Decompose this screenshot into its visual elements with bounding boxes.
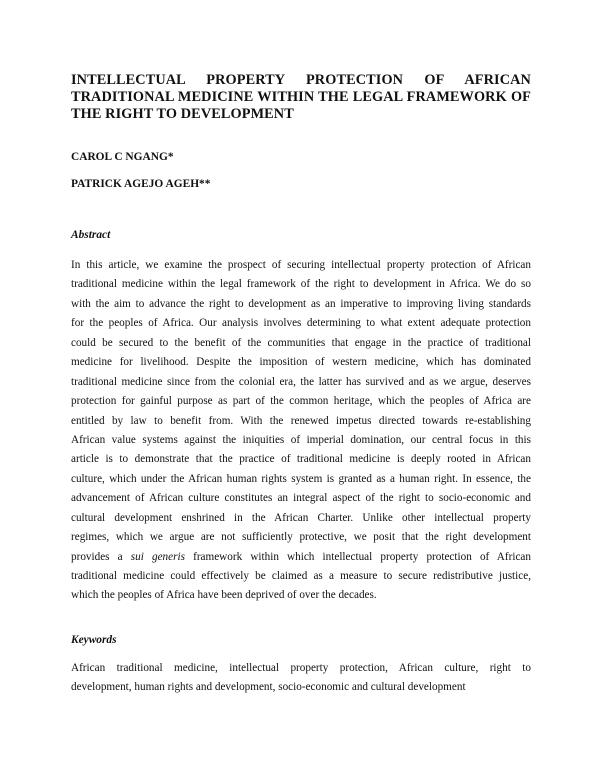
abstract-line: could be secured to the benefit of the communities that engage in the practice of traditional xyxy=(71,336,531,349)
keywords-body xyxy=(71,659,531,698)
author-name-2: PATRICK AGEJO AGEH** xyxy=(71,178,211,190)
abstract-line: advancement of African culture constitutes an integral aspect of the right to socio-economic and xyxy=(71,492,531,505)
abstract-line: protection for gainful purpose as part of the common heritage, which the peoples of Africa are xyxy=(71,395,531,408)
abstract-line: traditional medicine within the legal framework of the right to development in Africa. We do so xyxy=(71,278,531,291)
abstract-line: article is to demonstrate that the practice of traditional medicine is deeply rooted in African xyxy=(71,453,531,466)
abstract-line: provides a sui generis framework within which intellectual property protection of African xyxy=(71,550,531,563)
abstract-line: culture, which under the African human rights system is granted as a human right. In essence, the xyxy=(71,472,531,485)
abstract-line: In this article, we examine the prospect of securing intellectual property protection of African xyxy=(71,259,531,271)
keywords-line: African traditional medicine, intellectual property protection, African culture, right to xyxy=(71,662,531,674)
abstract-heading: Abstract xyxy=(71,229,111,241)
keywords-heading: Keywords xyxy=(71,634,117,646)
author-name-1: CAROL C NGANG* xyxy=(71,151,174,163)
abstract-line: entitled by law to benefit from. With the renewed impetus directed towards re-establishing xyxy=(71,414,531,427)
abstract-line: traditional medicine could effectively be claimed as a measure to secure redistributive justice, xyxy=(71,570,531,582)
abstract-line: cultural development enshrined in the African Charter. Unlike other intellectual property xyxy=(71,511,531,524)
italic-term: sui generis xyxy=(130,550,185,563)
abstract-line: which the peoples of Africa have been deprived of over the decades. xyxy=(71,589,377,602)
abstract-line: regimes, which we argue are not sufficiently protective, we posit that the right development xyxy=(71,531,531,544)
paper-title: INTELLECTUAL PROPERTY PROTECTION OF AFRICAN TRADITIONAL MEDICINE WITHIN THE LEGAL FRAMEWORK OF THE RIGHT TO DEVELOPMENT xyxy=(71,72,531,122)
abstract-line: traditional medicine since from the colonial era, the latter has survived and as we argue, deserves xyxy=(71,375,531,388)
abstract-line: with the aim to advance the right to development as an imperative to improving living standards xyxy=(71,297,531,310)
abstract-body xyxy=(71,256,531,606)
abstract-line: for the peoples of Africa. Our analysis involves determining to what extent adequate protection xyxy=(71,317,531,330)
abstract-line: medicine for livelihood. Despite the imposition of western medicine, which has dominated xyxy=(71,356,531,369)
abstract-line: African value systems against the iniquities of imperial domination, our central focus in this xyxy=(71,433,531,446)
keywords-line: development, human rights and development, socio-economic and cultural development xyxy=(71,681,466,694)
